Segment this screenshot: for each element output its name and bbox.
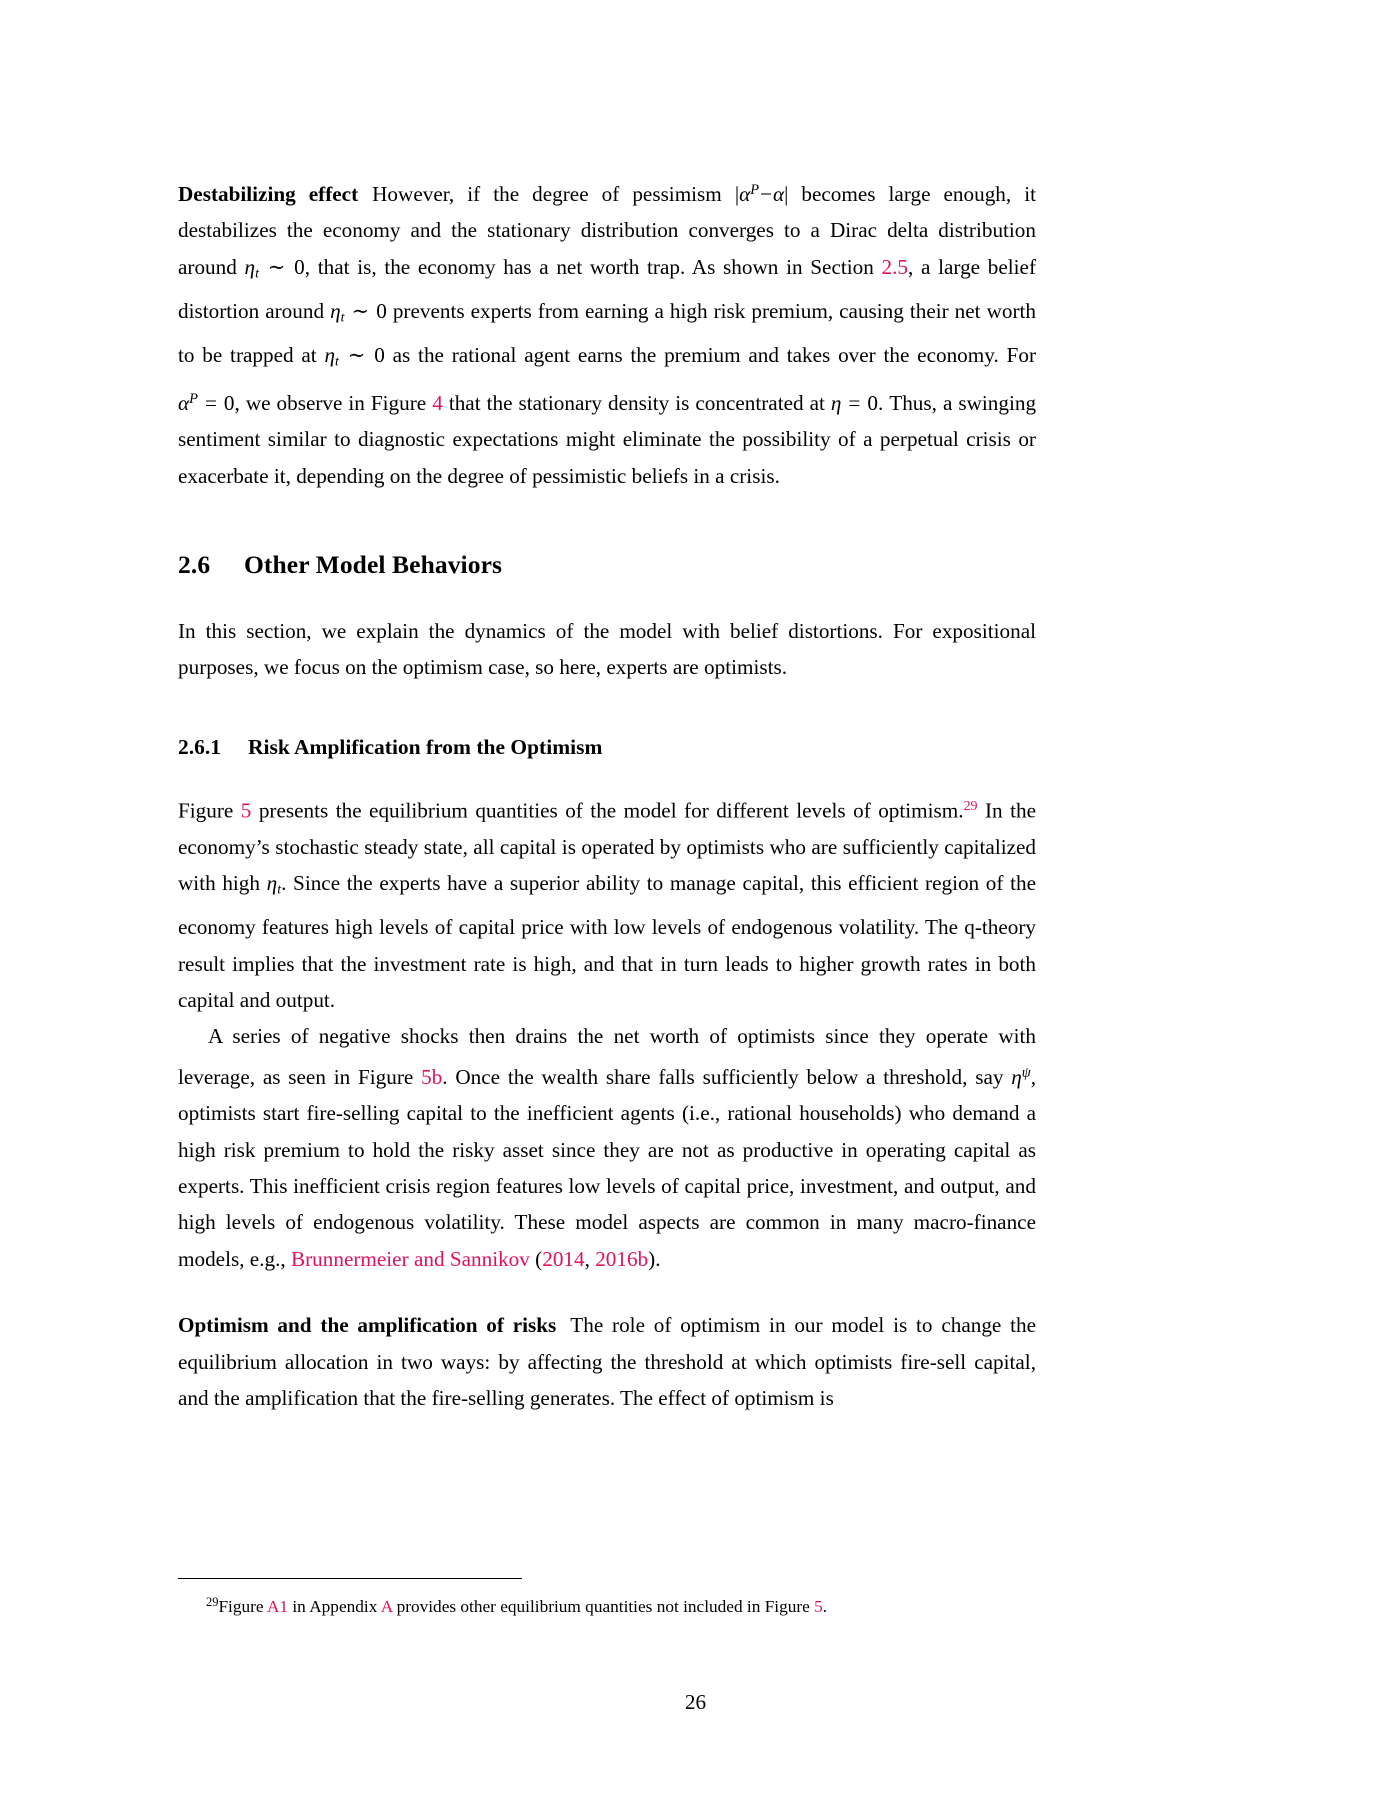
subsection-heading-2-6-1	[178, 735, 1036, 761]
link-figure-a1[interactable]: A1	[266, 1597, 289, 1617]
citation-authors-brunnermeier-sannikov[interactable]: Brunnermeier and Sannikov	[290, 1246, 530, 1271]
text-fragment: . Since the experts have a superior ability to manage capital, this efficient region of the economy features high levels of capital price with low levels of endogenous volatility. The q-theory result implies that the investment rate is high, and that in turn leads to higher growth rates in both capital and output.	[178, 871, 1036, 1013]
section-number: 2.6	[178, 549, 211, 579]
text-fragment: Figure	[178, 798, 241, 823]
page-number: 26	[684, 1690, 707, 1714]
paragraph-negative-shocks	[178, 1018, 1036, 1277]
citation-year-2014[interactable]: 2014	[542, 1246, 585, 1271]
text-fragment: ).	[648, 1246, 661, 1271]
link-footnote-figure-5[interactable]: 5	[814, 1597, 823, 1617]
paragraph-optimism-amplification	[178, 1307, 1036, 1416]
section-title: Other Model Behaviors	[244, 549, 503, 579]
link-appendix-a[interactable]: A	[380, 1597, 393, 1617]
text-fragment: , that is, the economy has a net worth trap. As shown in Section	[304, 254, 882, 279]
vertical-spacer	[178, 581, 1036, 613]
paragraph-section-intro: In this section, we explain the dynamics of the model with belief distortions. For expositional purposes, we focus on the optimism case, so here, experts are optimists.	[178, 618, 1036, 679]
text-fragment: becomes large enough, it destabilizes the economy and the stationary distribution converges to a Dirac delta distribution around	[178, 181, 1037, 279]
math-eta-equals-zero: η = 0	[830, 390, 878, 415]
link-section-2-5[interactable]: 2.5	[881, 254, 908, 279]
text-fragment: . Once the wealth share falls sufficiently below a threshold, say	[442, 1064, 1012, 1089]
footnote-number: 29	[206, 1595, 219, 1609]
text-fragment: . Thus, a swinging sentiment similar to diagnostic expectations might eliminate the possibility of a perpetual crisis or exacerbate it, depending on the degree of pessimistic beliefs in a crisis.	[178, 390, 1037, 488]
footnote-area	[178, 1578, 1036, 1619]
text-fragment: Figure	[218, 1597, 267, 1617]
footnote-separator-rule	[178, 1578, 522, 1579]
citation-year-2016b[interactable]: 2016b	[595, 1246, 649, 1271]
text-fragment: as the rational agent earns the premium and takes over the economy. For	[384, 342, 1036, 367]
paragraph-figure5-intro	[178, 789, 1036, 1018]
vertical-spacer	[178, 494, 1036, 550]
text-fragment: ,	[584, 1246, 596, 1271]
footnote-29	[178, 1590, 1036, 1619]
section-heading-2-6	[178, 550, 1036, 581]
math-alpha-p-equals-zero: $\alpha^P = 0$	[178, 390, 235, 415]
math-eta-psi: $\eta^\psi$	[1011, 1064, 1031, 1089]
runin-heading-destabilizing-effect: Destabilizing effect	[178, 181, 359, 206]
math-eta-near-zero-3: $\eta_t$ ∼ 0	[324, 342, 385, 370]
text-fragment: The role of optimism in our model is to change the equilibrium allocation in two ways: by affecting the threshold at which optimists fire-sell capital, and the amplification that the fire-selling generates. The effect of optimism is	[178, 1313, 1036, 1411]
link-figure-5[interactable]: 5	[240, 798, 252, 823]
math-eta-near-zero-2: $\eta_t$ ∼ 0	[330, 298, 387, 326]
text-fragment: , we observe in Figure	[234, 390, 433, 415]
math-eta-near-zero-1: $\eta_t$ ∼ 0	[244, 254, 305, 282]
text-fragment: In the economy’s stochastic steady state, all capital is operated by optimists who are sufficiently capitalized with high	[178, 798, 1036, 896]
paragraph-destabilizing-effect	[178, 172, 1036, 494]
text-fragment: that the stationary density is concentrated at	[442, 390, 831, 415]
text-fragment: A series of negative shocks then drains the net worth of optimists since they operate with leverage, as seen in Figure	[178, 1024, 1036, 1089]
page-content	[178, 172, 1036, 1416]
text-fragment: in Appendix	[288, 1597, 381, 1617]
vertical-spacer	[178, 685, 1036, 735]
math-pessimism-magnitude: $|\alpha^P-\alpha|$	[734, 181, 789, 206]
link-figure-5b[interactable]: 5b	[421, 1064, 443, 1089]
footnote-reference-29[interactable]: 29	[963, 799, 978, 815]
text-fragment: presents the equilibrium quantities of the model for different levels of optimism.	[251, 798, 964, 823]
text-fragment: , optimists start fire-selling capital to the inefficient agents (i.e., rational households) who demand a high risk premium to hold the risky asset since they are not as productive in operating capital as experts. This inefficient crisis region features low levels of capital price, investment, and output, and high levels of endogenous volatility. These model aspects are common in many macro-finance models, e.g.,	[178, 1064, 1037, 1271]
vertical-spacer	[178, 761, 1036, 789]
text-fragment: prevents experts from earning a high risk premium, causing their net worth to be trapped at	[178, 298, 1036, 367]
text-fragment: .	[822, 1597, 828, 1617]
text-fragment: , a large belief distortion around	[178, 254, 1036, 323]
math-eta-t: $\eta_t$	[266, 871, 282, 898]
text-fragment: (	[529, 1246, 543, 1271]
link-figure-4[interactable]: 4	[432, 390, 443, 415]
text-fragment: provides other equilibrium quantities not included in Figure	[392, 1597, 815, 1617]
vertical-spacer	[178, 1277, 1036, 1307]
runin-heading-optimism-amplification: Optimism and the amplification of risks	[178, 1313, 557, 1338]
subsection-title: Risk Amplification from the Optimism	[248, 735, 603, 760]
subsection-number: 2.6.1	[178, 735, 221, 760]
text-fragment: However, if the degree of pessimism	[372, 181, 735, 206]
